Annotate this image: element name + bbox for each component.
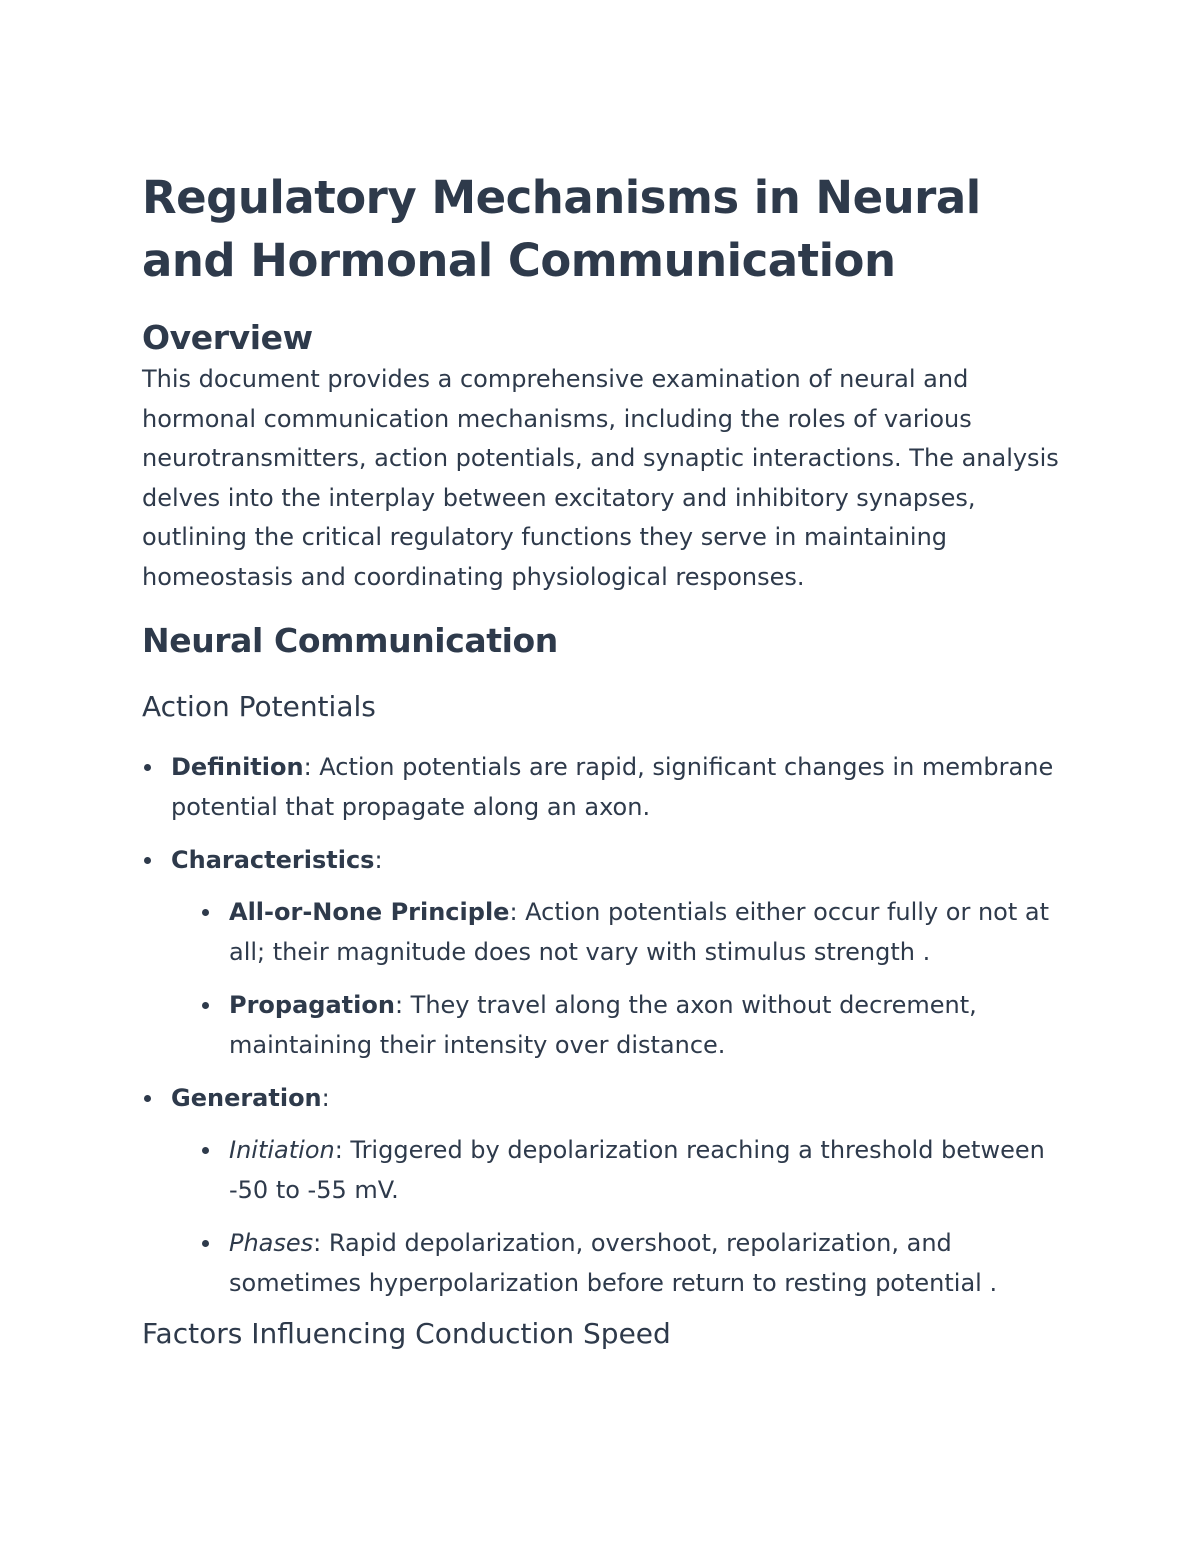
all-or-none-text: : Action potentials either occur fully or not at all; their magnitude does not vary with stimulus strength . [229, 898, 1050, 966]
conduction-speed-heading: Factors Influencing Conduction Speed [142, 1317, 671, 1350]
list-item-phases [200, 1223, 1062, 1303]
list-item-characteristics [142, 840, 1062, 1065]
list-item-all-or-none [200, 892, 1062, 972]
definition-text: : Action potentials are rapid, significant changes in membrane potential that propagate along an axon. [171, 753, 1054, 821]
characteristics-sublist [200, 892, 1062, 1065]
action-potentials-heading: Action Potentials [142, 690, 376, 723]
document-title: Regulatory Mechanisms in Neural and Hormonal Communication [142, 171, 981, 287]
generation-suffix: : [321, 1084, 330, 1112]
propagation-text: : They travel along the axon without decrement, maintaining their intensity over distance. [229, 991, 977, 1059]
list-item-propagation [200, 985, 1062, 1065]
list-item-definition [142, 747, 1062, 827]
initiation-term: Initiation [229, 1136, 335, 1164]
list-item-initiation [200, 1130, 1062, 1210]
action-potentials-list [142, 747, 1062, 1303]
overview-heading: Overview [142, 318, 313, 357]
characteristics-term: Characteristics [171, 846, 375, 874]
neural-communication-heading: Neural Communication [142, 621, 558, 660]
generation-term: Generation [171, 1084, 322, 1112]
generation-sublist [200, 1130, 1062, 1303]
phases-text: : Rapid depolarization, overshoot, repolarization, and sometimes hyperpolarization before return to resting potential . [229, 1229, 998, 1297]
document-page [142, 166, 1062, 1354]
characteristics-suffix: : [374, 846, 383, 874]
overview-paragraph: This document provides a comprehensive examination of neural and hormonal communication mechanisms, including the roles of various neurotransmitters, action potentials, and synaptic interactions. The analysis delves into the interplay between excitatory and inhibitory synapses, outlining the critical regulatory functions they serve in maintaining homeostasis and coordinating physiological responses. [142, 365, 1059, 591]
all-or-none-term: All-or-None Principle [229, 898, 510, 926]
definition-term: Definition [171, 753, 304, 781]
phases-term: Phases [229, 1229, 314, 1257]
list-item-generation [142, 1078, 1062, 1303]
propagation-term: Propagation [229, 991, 395, 1019]
initiation-text: : Triggered by depolarization reaching a threshold between -50 to -55 mV. [229, 1136, 1045, 1204]
